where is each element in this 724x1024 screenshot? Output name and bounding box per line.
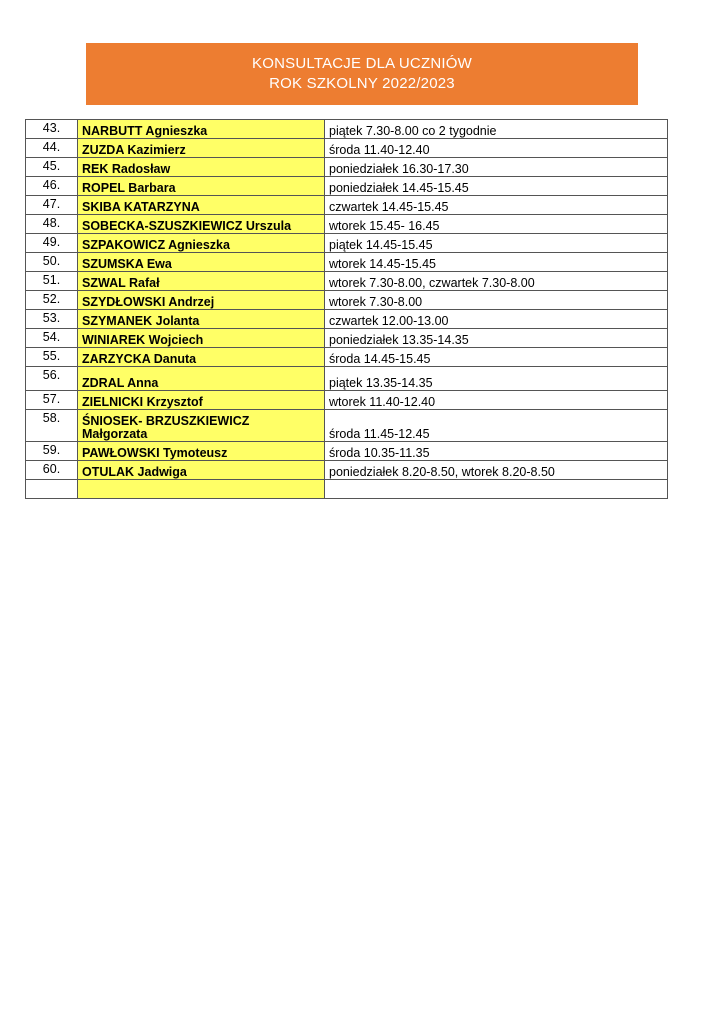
table-row — [26, 461, 668, 480]
table-row — [26, 391, 668, 410]
consultation-time: wtorek 7.30-8.00, czwartek 7.30-8.00 — [325, 272, 668, 291]
teacher-name: SKIBA KATARZYNA — [78, 196, 325, 215]
teacher-name-line2: Małgorzata — [82, 427, 148, 441]
teacher-name: SOBECKA-SZUSZKIEWICZ Urszula — [78, 215, 325, 234]
table-row — [26, 120, 668, 139]
consultation-time: poniedziałek 8.20-8.50, wtorek 8.20-8.50 — [325, 461, 668, 480]
table-row — [26, 310, 668, 329]
table-row — [26, 410, 668, 442]
header-school-year: ROK SZKOLNY 2022/2023 — [269, 75, 455, 92]
row-number: 50. — [26, 253, 78, 272]
consultation-time: poniedziałek 16.30-17.30 — [325, 158, 668, 177]
consultation-time: wtorek 14.45-15.45 — [325, 253, 668, 272]
teacher-name: SZUMSKA Ewa — [78, 253, 325, 272]
row-number: 45. — [26, 158, 78, 177]
consultation-time: środa 11.40-12.40 — [325, 139, 668, 158]
consultation-time: wtorek 11.40-12.40 — [325, 391, 668, 410]
row-number: 43. — [26, 120, 78, 139]
consultation-time: piątek 14.45-15.45 — [325, 234, 668, 253]
row-number: 60. — [26, 461, 78, 480]
teacher-name: SZYDŁOWSKI Andrzej — [78, 291, 325, 310]
row-number: 49. — [26, 234, 78, 253]
table-row — [26, 442, 668, 461]
table-row — [26, 329, 668, 348]
table-row — [26, 139, 668, 158]
row-number: 52. — [26, 291, 78, 310]
teacher-name: WINIAREK Wojciech — [78, 329, 325, 348]
consultation-time: środa 14.45-15.45 — [325, 348, 668, 367]
table-row — [26, 215, 668, 234]
row-number: 57. — [26, 391, 78, 410]
teacher-name: NARBUTT Agnieszka — [78, 120, 325, 139]
row-number: 54. — [26, 329, 78, 348]
consultation-time: wtorek 7.30-8.00 — [325, 291, 668, 310]
row-number: 56. — [26, 367, 78, 391]
consultation-time: czwartek 12.00-13.00 — [325, 310, 668, 329]
teacher-name: SZYMANEK Jolanta — [78, 310, 325, 329]
table-row — [26, 348, 668, 367]
row-number: 55. — [26, 348, 78, 367]
teacher-name: ZUZDA Kazimierz — [78, 139, 325, 158]
table-row — [26, 177, 668, 196]
consultation-time: czwartek 14.45-15.45 — [325, 196, 668, 215]
teacher-name: OTULAK Jadwiga — [78, 461, 325, 480]
teacher-name: REK Radosław — [78, 158, 325, 177]
consultation-time: piątek 7.30-8.00 co 2 tygodnie — [325, 120, 668, 139]
consultation-time: poniedziałek 13.35-14.35 — [325, 329, 668, 348]
table-row — [26, 367, 668, 391]
consultation-time: środa 10.35-11.35 — [325, 442, 668, 461]
row-number: 53. — [26, 310, 78, 329]
teacher-name: SZWAL Rafał — [78, 272, 325, 291]
row-number: 44. — [26, 139, 78, 158]
document-header — [86, 43, 638, 105]
table-row — [26, 196, 668, 215]
consultation-time: poniedziałek 14.45-15.45 — [325, 177, 668, 196]
teacher-name — [78, 410, 325, 442]
teacher-name: ZARZYCKA Danuta — [78, 348, 325, 367]
table-row-empty — [26, 480, 668, 499]
row-number: 51. — [26, 272, 78, 291]
row-number: 47. — [26, 196, 78, 215]
teacher-name: ROPEL Barbara — [78, 177, 325, 196]
row-number: 46. — [26, 177, 78, 196]
consultation-table — [25, 119, 668, 499]
row-number — [26, 480, 78, 499]
consultation-time: wtorek 15.45- 16.45 — [325, 215, 668, 234]
consultation-time: piątek 13.35-14.35 — [325, 367, 668, 391]
teacher-name-line1: ŚNIOSEK- BRZUSZKIEWICZ — [82, 414, 250, 428]
consultation-time: środa 11.45-12.45 — [325, 410, 668, 442]
table-row — [26, 253, 668, 272]
table-row — [26, 234, 668, 253]
consultation-time — [325, 480, 668, 499]
teacher-name: PAWŁOWSKI Tymoteusz — [78, 442, 325, 461]
header-title: KONSULTACJE DLA UCZNIÓW — [252, 55, 472, 72]
table-row — [26, 291, 668, 310]
row-number: 48. — [26, 215, 78, 234]
teacher-name — [78, 480, 325, 499]
row-number: 59. — [26, 442, 78, 461]
teacher-name: SZPAKOWICZ Agnieszka — [78, 234, 325, 253]
row-number: 58. — [26, 410, 78, 442]
table-row — [26, 272, 668, 291]
teacher-name: ZDRAL Anna — [78, 367, 325, 391]
teacher-name: ZIELNICKI Krzysztof — [78, 391, 325, 410]
table-row — [26, 158, 668, 177]
